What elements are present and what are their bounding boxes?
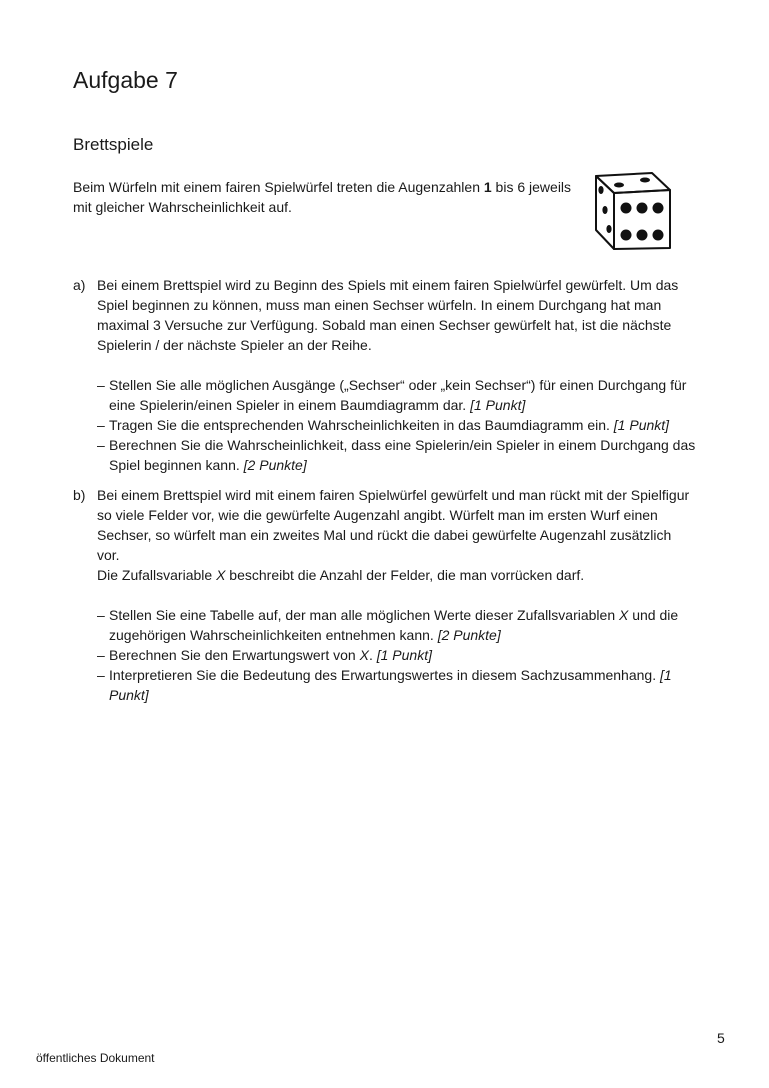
task-b-bullets (97, 605, 697, 705)
die-left-pip (606, 225, 611, 233)
bullet-points: [1 Punkt] (613, 417, 670, 433)
task-b-label: b) (73, 487, 86, 503)
die-front-pip (653, 203, 664, 214)
page-number: 5 (717, 1030, 725, 1046)
task-b-body (97, 485, 697, 705)
page-title: Aufgabe 7 (73, 67, 178, 93)
task-a-bullets (97, 375, 697, 475)
die-left-pip (602, 206, 607, 214)
task-b-text-2: Die Zufallsvariable X beschreibt die Anzahl der Felder, die man vorrücken darf. (97, 567, 585, 583)
intro-text (73, 177, 573, 217)
bullet-points: [2 Punkte] (437, 627, 501, 643)
bullet-points: [2 Punkte] (243, 457, 307, 473)
footer-label: öffentliches Dokument (36, 1051, 155, 1065)
task-a-bullet-3: – Berechnen Sie die Wahrscheinlichkeit, dass eine Spielerin/ein Spieler in einem Durchgang das Spiel beginnen kann. [2 Punkte] (97, 437, 696, 473)
die-icon (592, 170, 674, 256)
intro-part2: bis 6 jeweils mit gleicher Wahrscheinlichkeit auf. (73, 179, 572, 215)
intro-bold-number: 1 (483, 179, 492, 195)
bullet-text: Stellen Sie alle möglichen Ausgänge („Sechser“ oder „kein Sechser“) für einen Durchgang für eine Spielerin/einen Spieler in einem Baumdiagramm dar. (109, 377, 687, 413)
task-a-body (97, 275, 697, 475)
die-front-pip (621, 203, 632, 214)
task-b-bullet-3: – Interpretieren Sie die Bedeutung des Erwartungswertes in diesem Sachzusammenhang. [1 Punkt] (97, 667, 672, 703)
task-a-bullet-1: – Stellen Sie alle möglichen Ausgänge („Sechser“ oder „kein Sechser“) für einen Durchgang für eine Spielerin/einen Spieler in einem Baumdiagramm dar. [1 Punkt] (97, 377, 687, 413)
die-front-pip (653, 230, 664, 241)
variable-x: X (359, 647, 369, 663)
bullet-points: [1 Punkt] (376, 647, 432, 663)
bullet-text: Tragen Sie die entsprechenden Wahrscheinlichkeiten in das Baumdiagramm ein. (109, 417, 614, 433)
task-b-bullet-1: – Stellen Sie eine Tabelle auf, der man alle möglichen Werte dieser Zufallsvariablen X und die zugehörigen Wahrscheinlichkeiten entnehmen kann. [2 Punkte] (97, 607, 679, 643)
die-front-pip (621, 230, 632, 241)
task-b-text: Bei einem Brettspiel wird mit einem fairen Spielwürfel gewürfelt und man rückt mit der Spielfigur so viele Felder vor, wie die gewürfelte Augenzahl angibt. Würfelt man im ersten Wurf einen Sechser, so würfelt man ein zweites Mal und rückt die dabei gewürfelte Augenzahl zusätzlich vor. (97, 487, 690, 563)
bullet-points: [1 Punkt] (470, 397, 526, 413)
intro-part1: Beim Würfeln mit einem fairen Spielwürfel treten die Augenzahlen (73, 179, 484, 195)
variable-x: X (619, 607, 629, 623)
variable-x: X (216, 567, 226, 583)
task-b-bullet-2: – Berechnen Sie den Erwartungswert von X. [1 Punkt] (97, 647, 432, 663)
task-a-bullet-2: – Tragen Sie die entsprechenden Wahrscheinlichkeiten in das Baumdiagramm ein. [1 Punkt] (97, 417, 670, 433)
die-top-pip (640, 178, 650, 183)
task-a-text: Bei einem Brettspiel wird zu Beginn des Spiels mit einem fairen Spielwürfel gewürfelt. Um das Spiel beginnen zu können, muss man einen Sechser würfeln. In einem Durchgang hat man maximal 3 Versuche zur Verfügung. Sobald man einen Sechser gewürfelt hat, ist die nächste Spielerin / der nächste Spieler an der Reihe. (97, 277, 679, 353)
die-front-pip (637, 203, 648, 214)
die-left-pip (598, 186, 603, 194)
bullet-text: Berechnen Sie die Wahrscheinlichkeit, dass eine Spielerin/ein Spieler in einem Durchgang das Spiel beginnen kann. (109, 437, 696, 473)
task-a-label: a) (73, 277, 86, 293)
bullet-points: [1 Punkt] (109, 667, 672, 703)
section-subtitle: Brettspiele (73, 135, 154, 154)
die-front-pip (637, 230, 648, 241)
die-top-pip (614, 183, 624, 188)
